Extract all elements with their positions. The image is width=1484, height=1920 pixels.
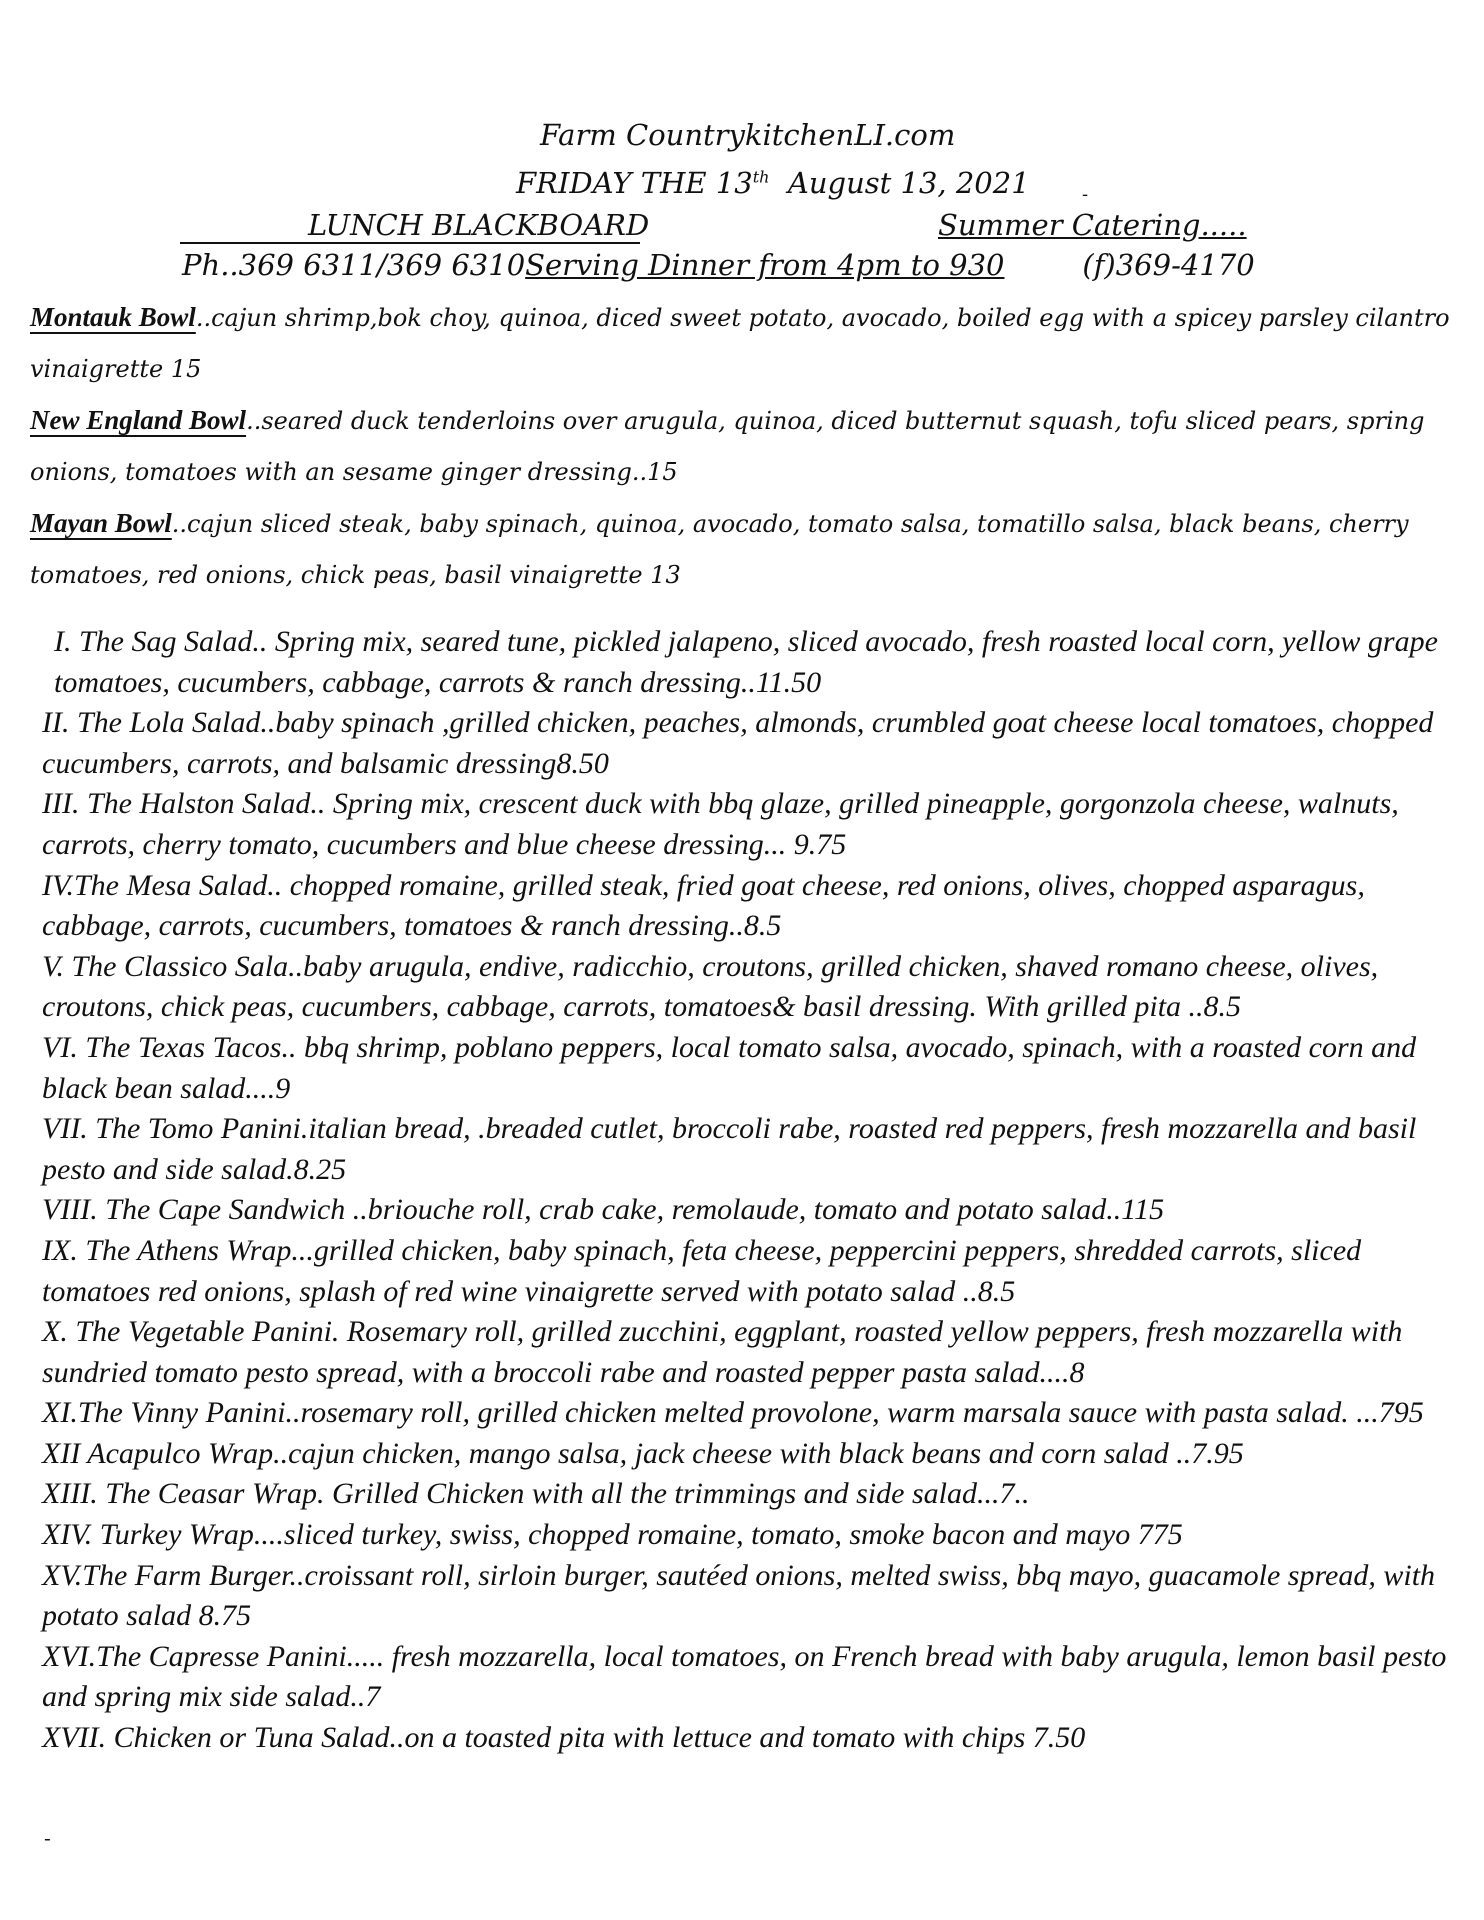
summer-catering-link: Summer Catering..... (938, 208, 1247, 242)
date-suffix: August 13, 2021 (787, 166, 1030, 200)
site-name: Farm CountrykitchenLI.com (540, 118, 956, 152)
contact-line (182, 248, 1255, 282)
menu-item: I. The Sag Salad.. Spring mix, seared tune, pickled jalapeno, sliced avocado, fresh roasted local corn, yellow grape tomatoes, cucumbers, cabbage, carrots & ranch dressing..11.50 (54, 625, 1438, 699)
phone-numbers: Ph..369 6311/369 6310 (182, 248, 526, 282)
menu-item: XII Acapulco Wrap..cajun chicken, mango salsa, jack cheese with black beans and corn salad ..7.95 (42, 1436, 1244, 1470)
menu-date (516, 166, 1030, 200)
menu-item: IX. The Athens Wrap...grilled chicken, baby spinach, feta cheese, peppercini peppers, shredded carrots, sliced tomatoes red onions, splash of red wine vinaigrette served with potato salad ..8.5 (42, 1233, 1362, 1308)
menu-item: X. The Vegetable Panini. Rosemary roll, grilled zucchini, eggplant, roasted yellow peppers, fresh mozzarella with sundried tomato pesto spread, with a broccoli rabe and roasted pepper pasta salad....8 (42, 1315, 1403, 1389)
bowl-name: Mayan Bowl (30, 508, 172, 538)
bowl-description: ..cajun shrimp,bok choy, quinoa, diced sweet potato, avocado, boiled egg with a spicey parsley cilantro vinaigrette 15 (30, 304, 1450, 383)
date-prefix: FRIDAY THE 13 (516, 166, 753, 200)
menu-item: XIV. Turkey Wrap....sliced turkey, swiss, chopped romaine, tomato, smoke bacon and mayo 775 (42, 1518, 1183, 1552)
menu-item: XVI.The Capresse Panini..... fresh mozzarella, local tomatoes, on French bread with baby arugula, lemon basil pesto and spring mix side salad..7 (42, 1639, 1447, 1714)
bowl-description: ..seared duck tenderloins over arugula, quinoa, diced butternut squash, tofu sliced pears, spring onions, tomatoes with an sesame ginger dressing..15 (30, 407, 1425, 486)
bowl-item (30, 395, 1450, 498)
menu-item: XIII. The Ceasar Wrap. Grilled Chicken with all the trimmings and side salad...7.. (42, 1477, 1030, 1511)
menu-item: XVII. Chicken or Tuna Salad..on a toasted pita with lettuce and tomato with chips 7.50 (42, 1721, 1086, 1755)
menu-item: XI.The Vinny Panini..rosemary roll, grilled chicken melted provolone, warm marsala sauce with pasta salad. ...795 (42, 1396, 1424, 1430)
bowl-name: New England Bowl (30, 405, 247, 435)
bowls-section (30, 292, 1450, 601)
menu-item: VII. The Tomo Panini.italian bread, .breaded cutlet, broccoli rabe, roasted red peppers, fresh mozzarella and basil pesto and side salad.8.25 (42, 1112, 1417, 1186)
footer-dash-mark: - (44, 1826, 51, 1850)
menu-item: IV.The Mesa Salad.. chopped romaine, grilled steak, fried goat cheese, red onions, olives, chopped asparagus, cabbage, carrots, cucumbers, tomatoes & ranch dressing..8.5 (42, 868, 1365, 943)
menu-item: XV.The Farm Burger..croissant roll, sirloin burger, sautéed onions, melted swiss, bbq mayo, guacamole spread, with potato salad 8.75 (42, 1558, 1436, 1633)
lunch-blackboard-title: LUNCH BLACKBOARD (180, 208, 640, 244)
menu-item: III. The Halston Salad.. Spring mix, crescent duck with bbq glaze, grilled pineapple, gorgonzola cheese, walnuts, carrots, cherry tomato, cucumbers and blue cheese dressing... 9.75 (42, 787, 1399, 861)
header-dash-mark: - (1082, 184, 1089, 205)
bowl-description: ..cajun sliced steak, baby spinach, quinoa, avocado, tomato salsa, tomatillo salsa, black beans, cherry tomatoes, red onions, chick peas, basil vinaigrette 13 (30, 510, 1409, 589)
menu-item: II. The Lola Salad..baby spinach ,grilled chicken, peaches, almonds, crumbled goat cheese local tomatoes, chopped cucumbers, carrots, and balsamic dressing8.50 (42, 706, 1434, 780)
menu-item: V. The Classico Sala..baby arugula, endive, radicchio, croutons, grilled chicken, shaved romano cheese, olives, croutons, chick peas, cucumbers, cabbage, carrots, tomatoes& basil dressing. With grilled pita ..8.5 (42, 949, 1379, 1024)
serving-dinner-note: Serving Dinner from 4pm to 930 (525, 248, 1005, 282)
bowl-name: Montauk Bowl (30, 302, 196, 332)
date-ordinal: th (752, 167, 770, 187)
menu-item: VI. The Texas Tacos.. bbq shrimp, poblano peppers, local tomato salsa, avocado, spinach, with a roasted corn and black bean salad....9 (42, 1030, 1417, 1105)
bowl-item (30, 498, 1450, 601)
menu-item: VIII. The Cape Sandwich ..briouche roll, crab cake, remolaude, tomato and potato salad..115 (42, 1193, 1165, 1227)
fax-number: (f)369-4170 (1082, 248, 1255, 282)
bowl-item (30, 292, 1450, 395)
menu-items-list (42, 622, 1462, 1759)
